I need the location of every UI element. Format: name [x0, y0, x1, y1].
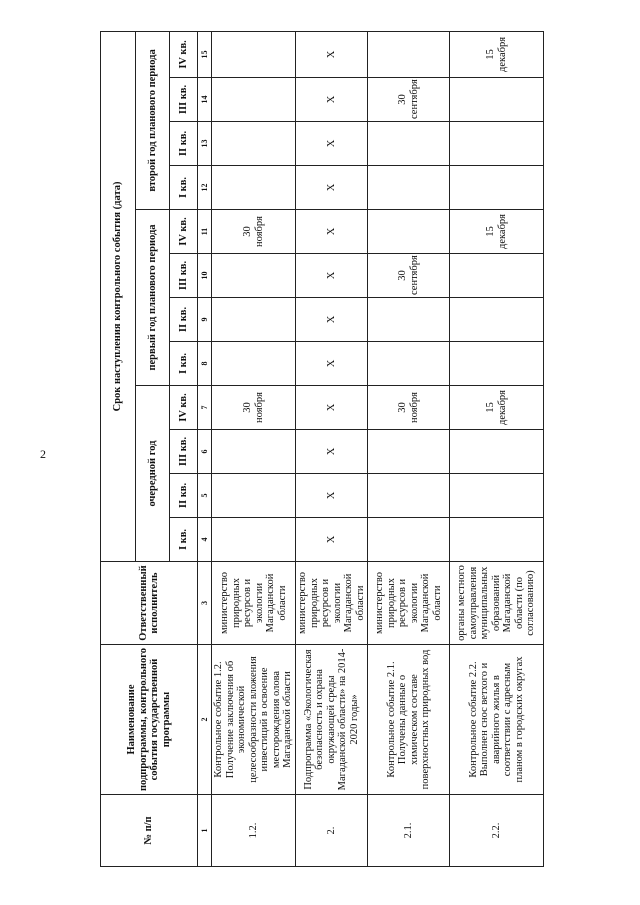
- header-period-current: очередной год: [136, 386, 170, 562]
- column-number: 14: [198, 78, 212, 122]
- header-quarter: IV кв.: [170, 210, 198, 254]
- table-row: [212, 31, 296, 866]
- quarter-cell: [212, 254, 296, 298]
- quarter-cell: Х: [296, 254, 368, 298]
- quarter-cell: [368, 474, 450, 518]
- header-quarter: IV кв.: [170, 31, 198, 77]
- header-deadline: Срок наступления контрольного события (дата): [101, 31, 136, 561]
- quarter-cell: Х: [296, 342, 368, 386]
- header-quarter: III кв.: [170, 254, 198, 298]
- quarter-cell: 30 ноября: [368, 386, 450, 430]
- header-name: Наименование подпрограммы, контрольного события государственной программы: [101, 645, 198, 795]
- column-number: 4: [198, 518, 212, 562]
- quarter-cell: 15 декабря: [450, 210, 544, 254]
- quarter-cell: [450, 430, 544, 474]
- quarter-cell: Х: [296, 430, 368, 474]
- header-period-first: первый год планового периода: [136, 210, 170, 386]
- quarter-cell: 15 декабря: [450, 31, 544, 77]
- table-row: [296, 31, 368, 866]
- quarter-cell: Х: [296, 122, 368, 166]
- column-number: 6: [198, 430, 212, 474]
- quarter-cell: 30 сентября: [368, 78, 450, 122]
- quarter-cell: [212, 474, 296, 518]
- row-number: 2.: [296, 795, 368, 867]
- quarter-cell: [212, 31, 296, 77]
- quarter-cell: [212, 430, 296, 474]
- quarter-cell: Х: [296, 166, 368, 210]
- quarter-cell: Х: [296, 474, 368, 518]
- header-quarter: I кв.: [170, 518, 198, 562]
- quarter-cell: [368, 122, 450, 166]
- row-name: Контрольное событие 1.2. Получение заключения об экономической целесообразности вложения инвестиций в освоение месторождения олова Магаданской области: [212, 645, 296, 795]
- row-number: 2.1.: [368, 795, 450, 867]
- column-number: 11: [198, 210, 212, 254]
- quarter-cell: [368, 31, 450, 77]
- header-quarter: II кв.: [170, 474, 198, 518]
- quarter-cell: [368, 210, 450, 254]
- header-quarter: I кв.: [170, 166, 198, 210]
- header-quarter: IV кв.: [170, 386, 198, 430]
- quarter-cell: 30 сентября: [368, 254, 450, 298]
- column-number: 7: [198, 386, 212, 430]
- row-responsible: министерство природных ресурсов и экологии Магаданской области: [296, 562, 368, 645]
- header-quarter: I кв.: [170, 342, 198, 386]
- quarter-cell: Х: [296, 78, 368, 122]
- quarter-cell: [450, 474, 544, 518]
- column-number: 9: [198, 298, 212, 342]
- quarter-cell: [368, 342, 450, 386]
- quarter-cell: Х: [296, 518, 368, 562]
- header-period-second: второй год планового периода: [136, 31, 170, 209]
- quarter-cell: [212, 342, 296, 386]
- column-number: 12: [198, 166, 212, 210]
- quarter-cell: [368, 298, 450, 342]
- row-responsible: министерство природных ресурсов и экологии Магаданской области: [212, 562, 296, 645]
- quarter-cell: [450, 518, 544, 562]
- quarter-cell: [450, 78, 544, 122]
- column-number: 5: [198, 474, 212, 518]
- control-events-table: [100, 31, 544, 867]
- column-number: 10: [198, 254, 212, 298]
- quarter-cell: 30 ноября: [212, 386, 296, 430]
- column-number: 13: [198, 122, 212, 166]
- row-responsible: органы местного самоуправления муниципальных образований Магаданской области (по согласованию): [450, 562, 544, 645]
- quarter-cell: [450, 298, 544, 342]
- quarter-cell: [212, 78, 296, 122]
- table-row: [450, 31, 544, 866]
- quarter-cell: [212, 166, 296, 210]
- row-number: 2.2.: [450, 795, 544, 867]
- row-name: Контрольное событие 2.1. Получены данные о химическом составе поверхностных природных вод: [368, 645, 450, 795]
- page-number: 2: [40, 447, 46, 461]
- table-row: [368, 31, 450, 866]
- quarter-cell: [212, 122, 296, 166]
- header-quarter: II кв.: [170, 122, 198, 166]
- rotated-table-container: [100, 32, 605, 867]
- quarter-cell: [450, 122, 544, 166]
- quarter-cell: [212, 298, 296, 342]
- quarter-cell: Х: [296, 31, 368, 77]
- row-name: Контрольное событие 2.2. Выполнен снос ветхого и аварийного жилья в соответствии с адресным планом в городских округах: [450, 645, 544, 795]
- quarter-cell: Х: [296, 298, 368, 342]
- header-num: № п/п: [101, 795, 198, 867]
- column-number: 3: [198, 562, 212, 645]
- column-number: 8: [198, 342, 212, 386]
- column-number: 1: [198, 795, 212, 867]
- quarter-cell: Х: [296, 386, 368, 430]
- quarter-cell: 30 ноября: [212, 210, 296, 254]
- header-quarter: III кв.: [170, 430, 198, 474]
- quarter-cell: [368, 166, 450, 210]
- quarter-cell: [450, 254, 544, 298]
- quarter-cell: [368, 430, 450, 474]
- row-name: Подпрограмма «Экологическая безопасность и охрана окружающей среды Магаданской области» на 2014-2020 годы»: [296, 645, 368, 795]
- header-quarter: II кв.: [170, 298, 198, 342]
- header-responsible: Ответственный исполнитель: [101, 562, 198, 645]
- header-quarter: III кв.: [170, 78, 198, 122]
- quarter-cell: [212, 518, 296, 562]
- quarter-cell: [368, 518, 450, 562]
- row-number: 1.2.: [212, 795, 296, 867]
- quarter-cell: Х: [296, 210, 368, 254]
- column-number: 15: [198, 31, 212, 77]
- quarter-cell: [450, 166, 544, 210]
- quarter-cell: [450, 342, 544, 386]
- column-number: 2: [198, 645, 212, 795]
- row-responsible: министерство природных ресурсов и экологии Магаданской области: [368, 562, 450, 645]
- quarter-cell: 15 декабря: [450, 386, 544, 430]
